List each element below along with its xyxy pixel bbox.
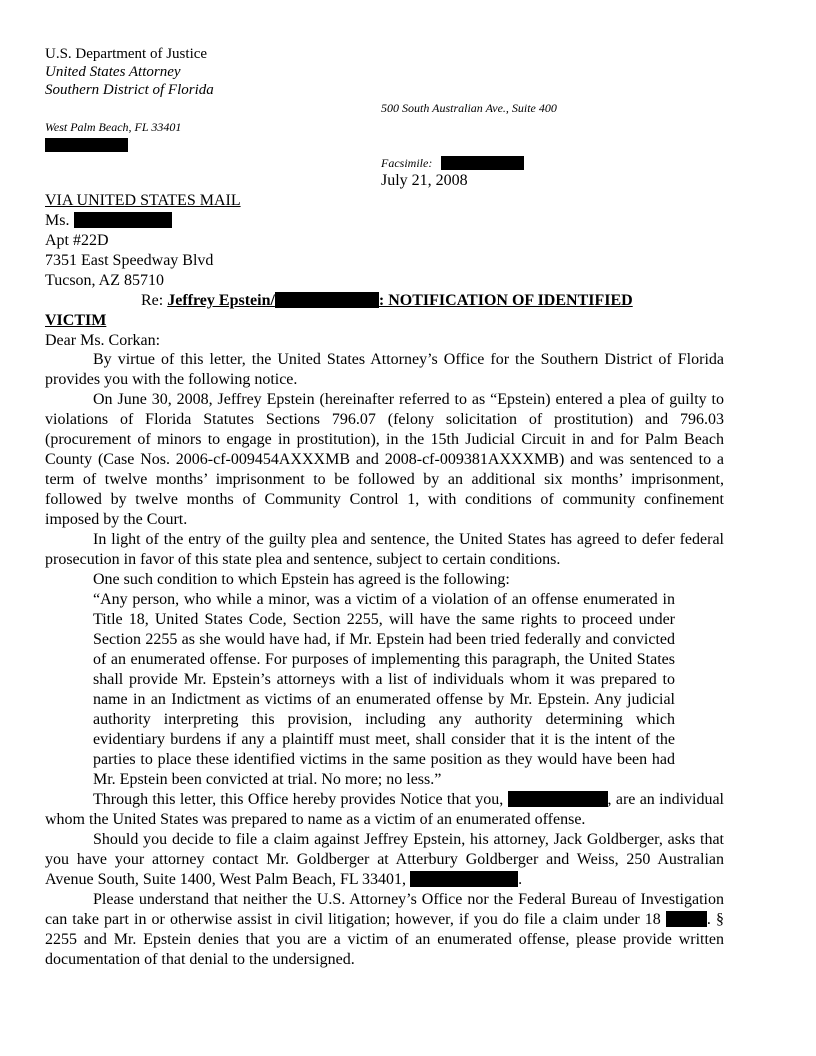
letter-body xyxy=(45,350,724,970)
paragraph-1: By virtue of this letter, the United States Attorney’s Office for the Southern District of Florida provides you with the following notice. xyxy=(45,351,724,388)
redaction-box xyxy=(74,212,172,228)
paragraph-5 xyxy=(45,790,724,830)
re-prefix: Re: xyxy=(141,292,168,309)
redaction-box xyxy=(508,791,608,807)
recipient-name xyxy=(45,211,172,231)
paragraph-7-start: Please understand that neither the U.S. Attorney’s Office nor the Federal Bureau of Investigation can take part in or otherwise assist in civil litigation; however, if you do file a claim under 18 xyxy=(45,891,724,928)
redaction-box xyxy=(410,871,518,887)
paragraph-2: On June 30, 2008, Jeffrey Epstein (hereinafter referred to as “Epstein) entered a plea of guilty to violations of Florida Statutes Sections 796.07 (felony solicitation of prostitution) and 796.03 (procurement of minors to engage in prostitution), in the 15th Judicial Circuit in and for Palm Beach County (Case Nos. 2006-cf-009454AXXXMB and 2008-cf-009381AXXXMB) and was sentenced to a term of twelve months’ imprisonment to be followed by an additional six months’ imprisonment, followed by twelve months of Community Control 1, with conditions of community confinement imposed by the Court. xyxy=(45,391,724,528)
redaction-box xyxy=(441,156,524,170)
paragraph-5-end: , are an individual whom the United States was prepared to name as a victim of an enumerated offense. xyxy=(45,791,725,828)
letterhead-office: United States Attorney xyxy=(45,64,181,80)
redaction-box xyxy=(666,911,707,927)
recipient-street: 7351 East Speedway Blvd xyxy=(45,252,214,269)
fax-row xyxy=(381,156,524,171)
paragraph-6 xyxy=(45,830,724,890)
paragraph-6-start: Should you decide to file a claim against Jeffrey Epstein, his attorney, Jack Goldberger, asks that you have your attorney contact Mr. Goldberger at Atterbury Goldberger and Weiss, 250 Australian Avenue South, Suite 1400, West Palm Beach, FL 33401, xyxy=(45,831,724,888)
letter-date: July 21, 2008 xyxy=(381,172,468,189)
recipient-city: Tucson, AZ 85710 xyxy=(45,272,164,289)
re-subject-continued: VICTIM xyxy=(45,312,107,329)
re-name: Jeffrey Epstein/ xyxy=(167,292,275,309)
fax-label: Facsimile: xyxy=(381,156,433,170)
recipient-prefix: Ms. xyxy=(45,212,70,229)
redaction-box xyxy=(45,138,128,152)
delivery-method: VIA UNITED STATES MAIL xyxy=(45,192,241,209)
paragraph-3: In light of the entry of the guilty plea and sentence, the United States has agreed to defer federal prosecution in favor of this state plea and sentence, subject to certain conditions. xyxy=(45,531,724,568)
letterhead-department: U.S. Department of Justice xyxy=(45,46,208,62)
paragraph-5-start: Through this letter, this Office hereby provides Notice that you, xyxy=(93,791,508,808)
recipient-apt: Apt #22D xyxy=(45,232,109,249)
paragraph-7 xyxy=(45,890,724,970)
greeting: Dear Ms. Corkan: xyxy=(45,332,161,349)
quoted-condition: “Any person, who while a minor, was a victim of a violation of an offense enumerated in Title 18, United States Code, Section 2255, will have the same rights to proceed under Section 2255 as she would have had, if Mr. Epstein had been tried federally and convicted of an enumerated offense. For purposes of implementing this paragraph, the United States shall provide Mr. Epstein’s attorneys with a list of individuals whom it was prepared to name in an Indictment as victims of an enumerated offense by Mr. Epstein. Any judicial authority interpreting this provision, including any authority determining which evidentiary burdens if any a plaintiff must meet, shall consider that it is the intent of the parties to place these identified victims in the same position as they would have been had Mr. Epstein been convicted at trial. No more; no less.” xyxy=(93,591,675,788)
letterhead-city: West Palm Beach, FL 33401 xyxy=(45,120,182,134)
re-line xyxy=(141,291,633,311)
redaction-box xyxy=(275,292,379,308)
paragraph-6-end: . xyxy=(518,871,523,888)
paragraph-7-end: . § 2255 and Mr. Epstein denies that you are a victim of an enumerated offense, please provide written documentation of that denial to the undersigned. xyxy=(45,911,725,968)
paragraph-4: One such condition to which Epstein has agreed is the following: xyxy=(93,571,510,588)
letterhead-district: Southern District of Florida xyxy=(45,82,214,98)
re-subject: : NOTIFICATION OF IDENTIFIED xyxy=(378,292,633,309)
letterhead-address: 500 South Australian Ave., Suite 400 xyxy=(381,101,557,115)
